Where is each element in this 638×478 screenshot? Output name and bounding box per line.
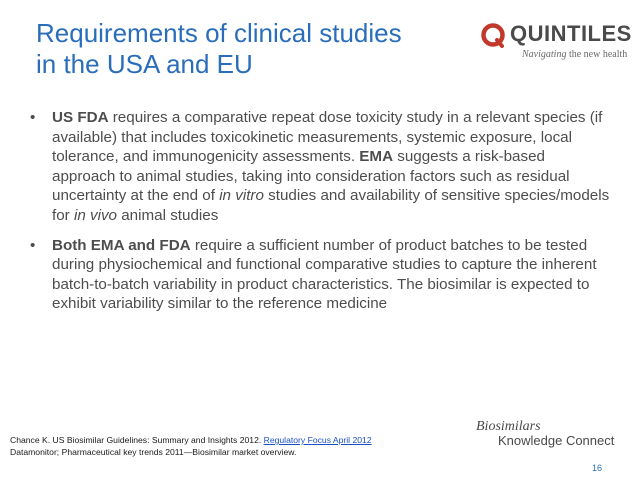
kc-logo-line-1: Biosimilars bbox=[476, 419, 541, 434]
bullet-text bbox=[52, 237, 597, 313]
bullet-text-segment: suggests a risk-based approach to animal studies, taking into consideration factors such as residual uncertainty at the end of bbox=[52, 148, 570, 205]
bullet-list bbox=[30, 108, 610, 324]
slide-title-line-2: in the USA and EU bbox=[36, 49, 253, 79]
page-number: 16 bbox=[592, 463, 603, 473]
bullet-text-segment: EMA bbox=[359, 148, 394, 166]
quintiles-logo bbox=[478, 19, 632, 65]
slide-title-line-1: Requirements of clinical studies bbox=[36, 18, 402, 48]
slide-title bbox=[36, 18, 436, 80]
regulatory-focus-link[interactable]: Regulatory Focus April 2012 bbox=[263, 435, 372, 445]
logo-tagline-rest: the new health bbox=[566, 49, 628, 60]
logo-tagline bbox=[522, 49, 627, 60]
references bbox=[10, 434, 372, 458]
bullet-text-segment: animal studies bbox=[117, 206, 219, 224]
bullet-dot: • bbox=[30, 236, 36, 254]
bullet-text-segment: require a sufficient number of product batches to be tested during physiochemical and functional comparative studies to capture the inherent batch-to-batch variability in product characteristics. The biosimilar is expected to exhibit variability similar to the reference medicine bbox=[52, 236, 597, 313]
bullet-text bbox=[52, 109, 609, 224]
bullet-item-fda-ema-toxicity bbox=[30, 108, 610, 226]
bullet-text-segment: in vivo bbox=[73, 206, 118, 224]
logo-wordmark: QUINTILES bbox=[510, 21, 632, 46]
bullet-text-segment: US FDA bbox=[52, 109, 109, 126]
bullet-item-product-batches bbox=[30, 236, 610, 314]
bullet-text-segment: Both EMA and FDA bbox=[52, 236, 191, 254]
reference-1 bbox=[10, 434, 372, 446]
bullet-text-segment: in vitro bbox=[219, 187, 264, 205]
bullet-text-segment: studies and availability of sensitive species/models for bbox=[52, 187, 610, 224]
biosimilars-knowledge-connect-logo bbox=[476, 419, 626, 448]
bullet-dot: • bbox=[30, 109, 36, 126]
quintiles-q-icon bbox=[480, 22, 506, 48]
kc-logo-line-2: Knowledge Connect bbox=[498, 433, 615, 448]
reference-1-text: Chance K. US Biosimilar Guidelines: Summary and Insights 2012. bbox=[10, 435, 264, 445]
logo-tagline-italic: Navigating bbox=[522, 49, 567, 60]
bullet-text-segment: requires a comparative repeat dose toxicity study in a relevant species (if available) that includes toxicokinetic measurements, systemic exposure, local tolerance, and immunogenicity assessments. bbox=[52, 109, 603, 166]
reference-2: Datamonitor; Pharmaceutical key trends 2011—Biosimilar market overview. bbox=[10, 447, 297, 457]
